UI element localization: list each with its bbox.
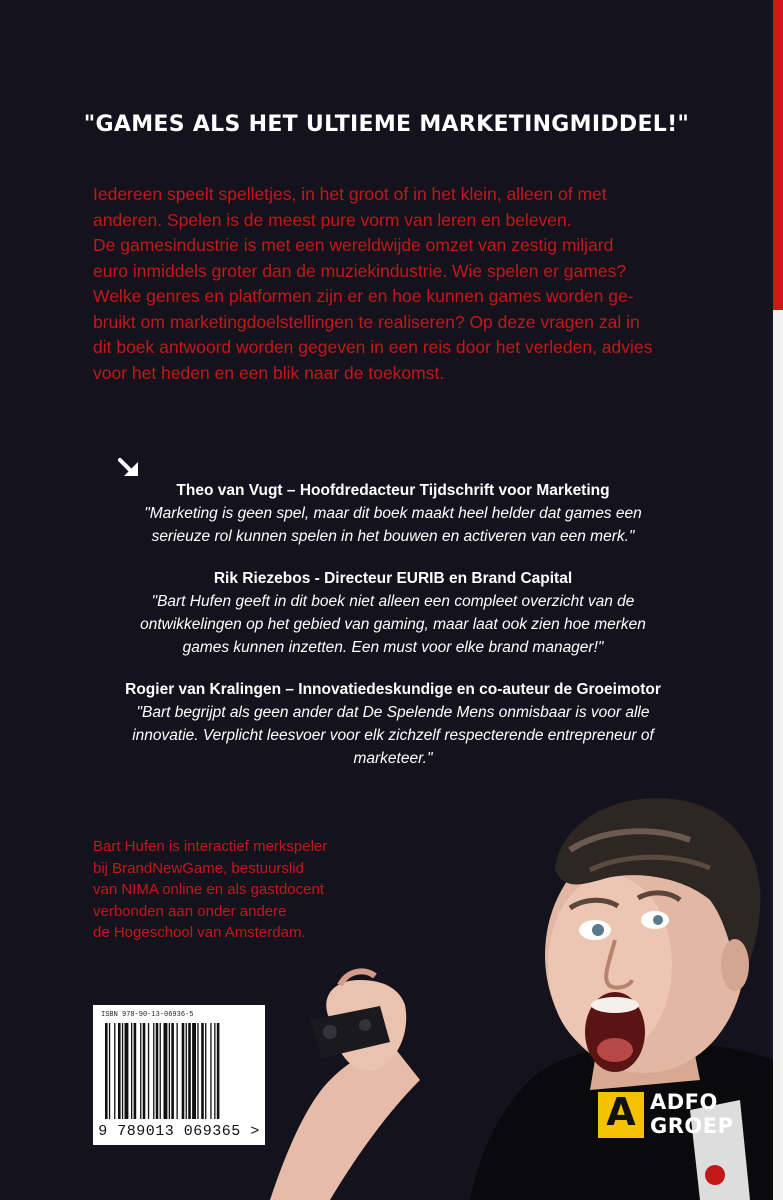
barcode-bar [186,1023,187,1119]
barcode-bar [109,1023,110,1119]
endorser-name: Rik Riezebos - Directeur EURIB en Brand Capital [213,570,573,587]
barcode-bar [169,1023,170,1119]
barcode-bar [153,1023,154,1119]
intro-line: bruikt om marketingdoelstellingen te realiseren? Op deze vragen zal in [93,311,640,332]
barcode-bar [205,1023,206,1119]
red-edge-stripe [773,0,783,310]
publisher-name-line2: GROEP [650,1114,734,1138]
intro-line: Welke genres en platformen zijn er en hoe kunnen games worden ge- [93,286,634,306]
quote-line: innovatie. Verplicht leesvoer voor elk zichzelf respecterende entrepreneur of [132,727,654,744]
quote-line: serieuze rol kunnen spelen in het bouwen en activeren van een merk." [151,528,635,545]
intro-line: Iedereen speelt spelletjes, in het groot of in het klein, alleen of met [93,184,607,204]
endorser-name: Rogier van Kralingen – Innovatiedeskundige en co-auteur de Groeimotor [125,681,661,698]
barcode-bar [182,1023,185,1119]
barcode-bar [160,1023,161,1119]
intro-line: euro inmiddels groter dan de muziekindustrie. Wie spelen er games? [93,260,627,281]
quote-line: "Bart begrijpt als geen ander dat De Spelende Mens onmisbaar is voor alle [136,704,650,721]
barcode-bar [131,1023,132,1119]
endorsements [93,480,693,790]
author-bio-line: de Hogeschool van Amsterdam. [93,924,306,941]
barcode-bar [122,1023,123,1119]
quote-line: ontwikkelingen op het gebied van gaming, maar laat ook zien hoe merken [140,616,646,633]
barcode-bar [188,1023,191,1119]
endorsement [93,679,693,770]
intro-line: voor het heden en een blik naar de toekomst. [93,362,445,383]
endorsement [93,480,693,548]
publisher-logo-letter: A [606,1090,636,1134]
isbn-barcode [93,1005,265,1145]
cover-headline: "GAMES ALS HET ULTIEME MARKETINGMIDDEL!" [83,112,690,137]
author-bio-line: verbonden aan onder andere [93,902,287,920]
barcode-bar [201,1023,204,1119]
author-bio-line: Bart Hufen is interactief merkspeler [93,838,328,855]
quote-line: "Bart Hufen geeft in dit boek niet alleen een compleet overzicht van de [151,593,635,610]
intro-line: dit boek antwoord worden gegeven in een reis door het verleden, advies [93,337,653,357]
barcode-bar [125,1023,129,1119]
intro-paragraph [93,182,713,386]
barcode-bar [210,1023,211,1119]
barcode-bar [164,1023,168,1119]
barcode-bar [197,1023,198,1119]
quote-line: games kunnen inzetten. Een must voor elke brand manager!" [182,639,604,656]
quote-line: "Marketing is geen spel, maar dit boek maakt heel helder dat games een [144,505,642,522]
barcode-bar [192,1023,196,1119]
barcode-bar [114,1023,115,1119]
quote-line: marketeer." [353,750,433,767]
barcode-bar [134,1023,137,1119]
barcode-bar [217,1023,220,1119]
barcode-bar [171,1023,174,1119]
publisher-name-line1: ADFO [650,1090,718,1114]
author-bio-line: bij BrandNewGame, bestuurslid [93,859,304,877]
isbn-text: ISBN 978-90-13-06936-5 [101,1011,194,1019]
barcode-bar [177,1023,178,1119]
barcode-digits: 9 789013 069365 > [98,1123,260,1140]
barcode-bar [148,1023,149,1119]
arrow-down-right-icon [116,454,144,482]
barcode-bar [118,1023,121,1119]
author-bio-line: van NIMA online en als gastdocent [93,881,324,898]
endorsement [93,568,693,659]
barcode-bar [214,1023,215,1119]
endorser-name: Theo van Vugt – Hoofdredacteur Tijdschrift voor Marketing [176,482,610,499]
barcode-bar [143,1023,146,1119]
barcode-bar [105,1023,108,1119]
barcode-bar [140,1023,141,1119]
barcode-bar [156,1023,159,1119]
intro-line: De gamesindustrie is met een wereldwijde omzet van zestig miljard [93,235,614,255]
intro-line: anderen. Spelen is de meest pure vorm van leren en beleven. [93,209,572,230]
publisher-logo [598,1088,768,1142]
